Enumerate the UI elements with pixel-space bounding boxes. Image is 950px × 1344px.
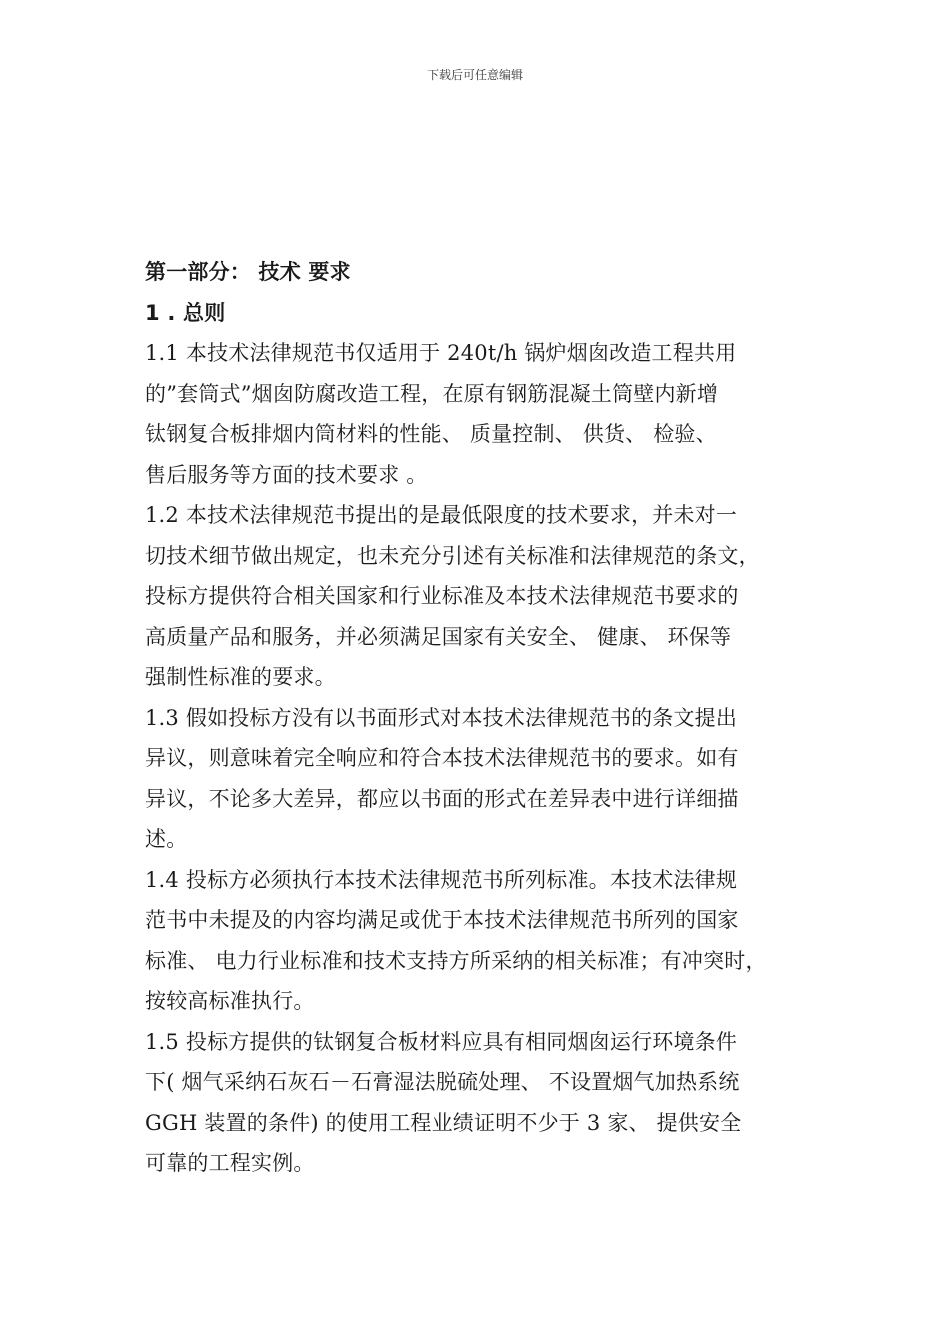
body-line: 1.3 假如投标方没有以书面形式对本技术法律规范书的条文提出 [145, 705, 738, 730]
body-line: 高质量产品和服务，并必须满足国家有关安全、 健康、 环保等 [145, 624, 732, 649]
body-line: GGH 装置的条件) 的使用工程业绩证明不少于 3 家、 提供安全 [145, 1110, 742, 1135]
body-line: 可靠的工程实例。 [145, 1151, 315, 1175]
body-line: 切技术细节做出规定，也未充分引述有关标准和法律规范的条文， [145, 543, 760, 568]
body-line: 按较高标准执行。 [145, 989, 315, 1013]
body-line: 强制性标准的要求。 [145, 665, 336, 689]
body-line: 下( 烟气采纳石灰石－石膏湿法脱硫处理、 不设置烟气加热系统 [145, 1070, 740, 1094]
body-line: 述。 [145, 827, 188, 851]
body-line: 异议，不论多大差异，都应以书面的形式在差异表中进行详细描 [145, 786, 739, 811]
body-line: 钛钢复合板排烟内筒材料的性能、 质量控制、 供货、 检验、 [145, 422, 717, 446]
header-note: 下载后可任意编辑 [426, 68, 523, 82]
document-body [145, 252, 825, 1184]
section-heading: 1 . 总则 [145, 300, 226, 325]
body-line: 范书中未提及的内容均满足或优于本技术法律规范书所列的国家 [145, 908, 739, 932]
body-line: 1.2 本技术法律规范书提出的是最低限度的技术要求，并未对一 [145, 503, 738, 527]
body-line: 售后服务等方面的技术要求 。 [145, 462, 428, 487]
body-line: 的”套筒式”烟囱防腐改造工程，在原有钢筋混凝土筒壁内新增 [145, 381, 719, 406]
body-line: 1.5 投标方提供的钛钢复合板材料应具有相同烟囱运行环境条件 [145, 1029, 738, 1054]
body-line: 异议，则意味着完全响应和符合本技术法律规范书的要求。如有 [145, 746, 739, 770]
body-line: 1.1 本技术法律规范书仅适用于 240t/h 锅炉烟囱改造工程共用 [145, 341, 737, 365]
body-line: 投标方提供符合相关国家和行业标准及本技术法律规范书要求的 [145, 584, 739, 608]
body-line: 标准、 电力行业标准和技术支持方所采纳的相关标准；有冲突时， [145, 948, 767, 973]
body-line: 1.4 投标方必须执行本技术法律规范书所列标准。本技术法律规 [145, 867, 738, 892]
document-title: 第一部分： 技术 要求 [145, 260, 351, 284]
